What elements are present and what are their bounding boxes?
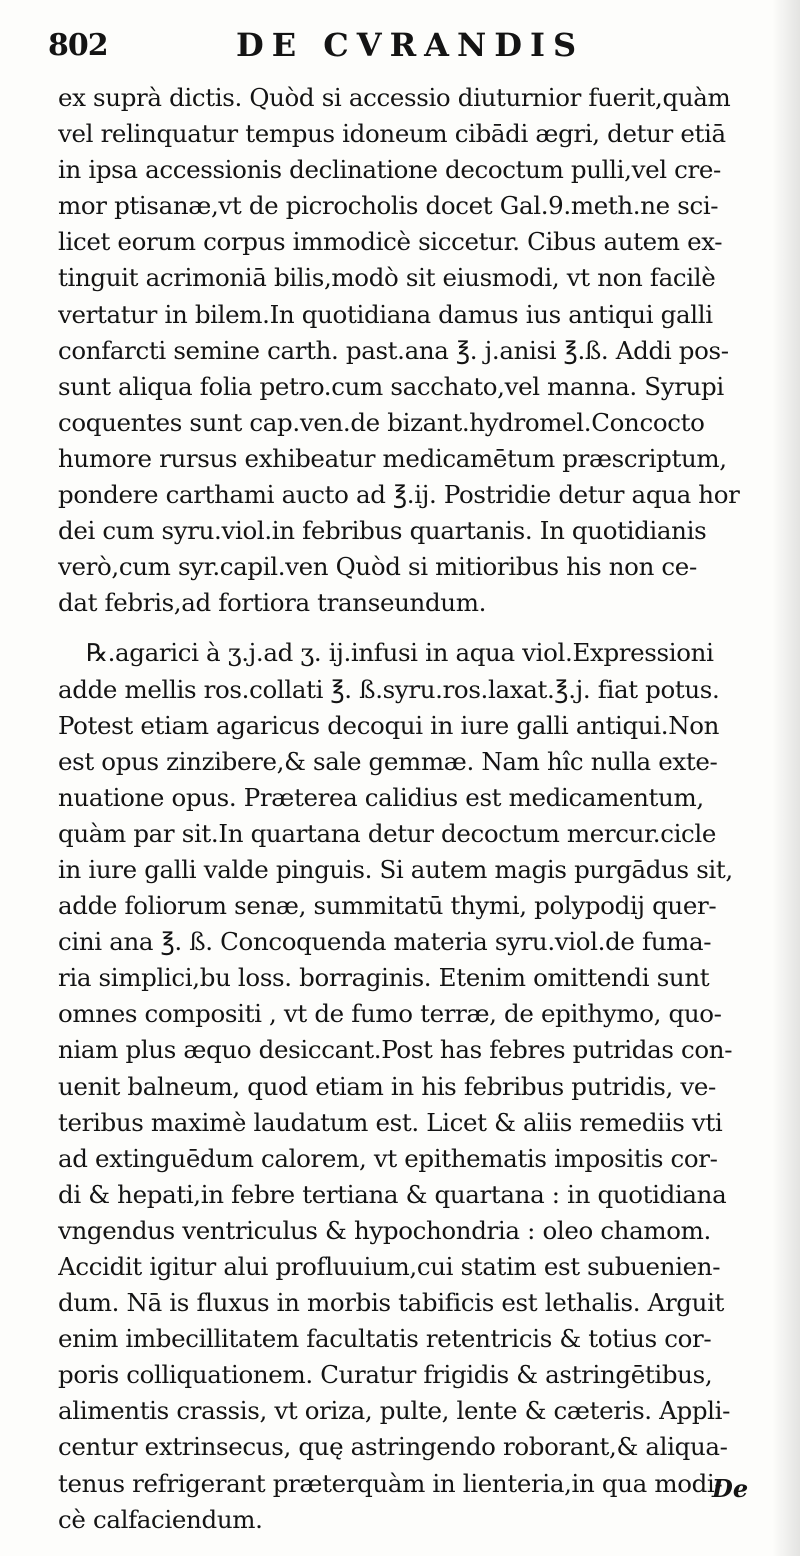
text-line: ad extinguēdum calorem, vt epithematis impositis cor- xyxy=(58,1143,718,1173)
text-line: tenus refrigerant præterquàm in lienteria,in qua modi- xyxy=(58,1468,723,1498)
page-edge-shadow xyxy=(772,0,800,1556)
text-line: adde mellis ros.collati ℥. ß.syru.ros.laxat.℥.j. fiat potus. xyxy=(58,674,720,704)
text-line: tinguit acrimoniā bilis,modò sit eiusmodi, vt non facilè xyxy=(58,263,716,293)
text-line: Accidit igitur alui profluuium,cui statim est subuenien- xyxy=(58,1252,721,1281)
text-line: ria simplici,bu loss. borraginis. Etenim omittendi sunt xyxy=(58,963,710,993)
paragraph-1 xyxy=(58,80,758,621)
body-text xyxy=(58,80,758,1538)
text-line: vertatur in bilem.In quotidiana damus ius antiqui galli xyxy=(58,299,713,329)
text-line: adde foliorum senæ, summitatū thymi, polypodij quer- xyxy=(58,891,717,921)
paragraph-gap xyxy=(58,621,758,635)
text-line: di & hepati,in febre tertiana & quartana : in quotidiana xyxy=(58,1179,727,1209)
text-line: nuatione opus. Præterea calidius est medicamentum, xyxy=(58,782,704,812)
text-line: cè calfaciendum. xyxy=(58,1504,263,1534)
text-line: dat febris,ad fortiora transeundum. xyxy=(58,588,487,618)
text-line: cini ana ℥. ß. Concoquenda materia syru.viol.de fuma- xyxy=(58,927,712,957)
page-header xyxy=(48,20,608,76)
text-line: Potest etiam agaricus decoqui in iure galli antiqui.Non xyxy=(58,710,720,740)
text-line: vngendus ventriculus & hypochondria : oleo chamom. xyxy=(58,1215,711,1245)
text-line: poris colliquationem. Curatur frigidis & astringētibus, xyxy=(58,1360,713,1390)
paragraph-2 xyxy=(58,635,758,1537)
text-line: alimentis crassis, vt oriza, pulte, lente & cæteris. Appli- xyxy=(58,1396,731,1426)
catchword: De xyxy=(712,1474,749,1503)
text-line: enim imbecillitatem facultatis retentricis & totius cor- xyxy=(58,1324,712,1354)
text-line: pondere carthami aucto ad ℥.ij. Postridie detur aqua hor xyxy=(58,480,740,510)
text-line: licet eorum corpus immodicè siccetur. Cibus autem ex- xyxy=(58,227,723,257)
text-line: teribus maximè laudatum est. Licet & aliis remediis vti xyxy=(58,1107,723,1137)
running-head: DE CVRANDIS xyxy=(236,26,585,64)
text-line: ex suprà dictis. Quòd si accessio diuturnior fuerit,quàm xyxy=(58,83,731,112)
text-line: verò,cum syr.capil.ven Quòd si mitioribus his non ce- xyxy=(58,552,697,582)
text-line: confarcti semine carth. past.ana ℥. j.anisi ℥.ß. Addi pos- xyxy=(58,335,729,365)
text-line: dum. Nā is fluxus in morbis tabificis est lethalis. Arguit xyxy=(58,1288,725,1318)
text-line: centur extrinsecus, quę astringendo roborant,& aliqua- xyxy=(58,1432,728,1462)
text-line: ℞.agarici à ʒ.j.ad ʒ. ij.infusi in aqua viol.Expressioni xyxy=(86,638,714,668)
text-line: niam plus æquo desiccant.Post has febres putridas con- xyxy=(58,1035,733,1065)
text-line: vel relinquatur tempus idoneum cibādi ægri, detur etiā xyxy=(58,119,726,149)
text-line: omnes compositi , vt de fumo terræ, de epithymo, quo- xyxy=(58,999,722,1029)
text-line: est opus zinzibere,& sale gemmæ. Nam hîc nulla exte- xyxy=(58,746,718,776)
page-number: 802 xyxy=(48,28,108,63)
text-line: uenit balneum, quod etiam in his febribus putridis, ve- xyxy=(58,1071,716,1101)
text-line: mor ptisanæ,vt de picrocholis docet Gal.9.meth.ne sci- xyxy=(58,191,719,221)
text-line: in iure galli valde pinguis. Si autem magis purgādus sit, xyxy=(58,854,733,884)
text-line: in ipsa accessionis declinatione decoctum pulli,vel cre- xyxy=(58,155,721,185)
text-line: humore rursus exhibeatur medicamētum præscriptum, xyxy=(58,443,727,473)
text-line: dei cum syru.viol.in febribus quartanis. In quotidianis xyxy=(58,516,707,546)
text-line: quàm par sit.In quartana detur decoctum mercur.cicle xyxy=(58,818,717,848)
text-line: coquentes sunt cap.ven.de bizant.hydromel.Concocto xyxy=(58,407,705,437)
text-line: sunt aliqua folia petro.cum sacchato,vel manna. Syrupi xyxy=(58,371,724,401)
